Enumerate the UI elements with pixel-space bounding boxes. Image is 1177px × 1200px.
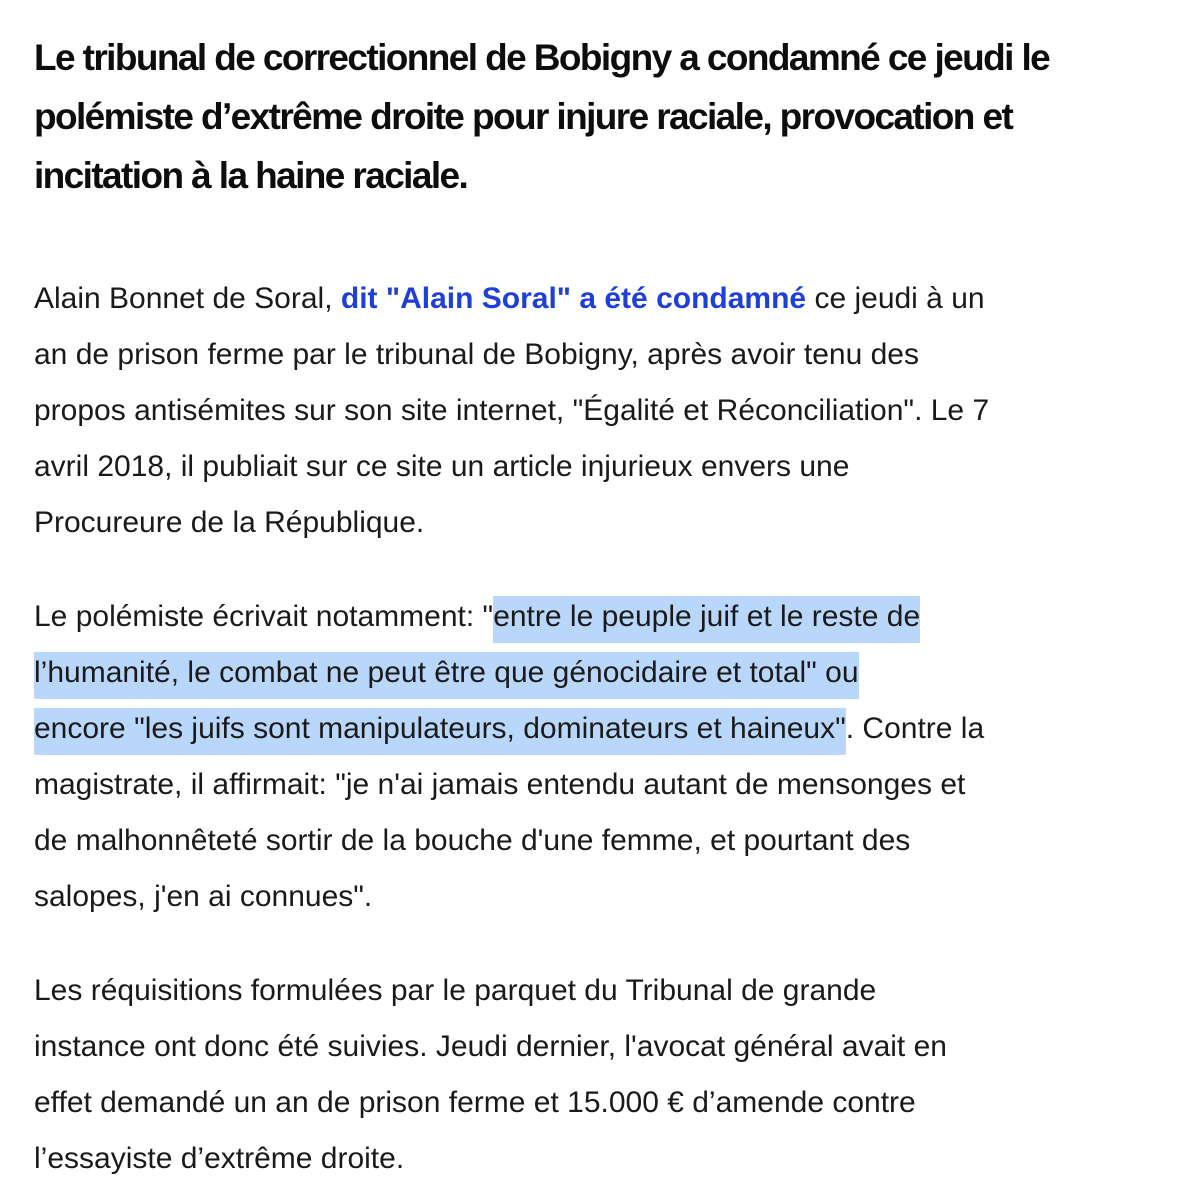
text-selection[interactable]: entre le peuple juif et le reste de [493,596,920,643]
paragraph-line: propos antisémites sur son site internet, "Égalité et Réconciliation". Le 7 [34,394,990,427]
lead-line: polémiste d’extrême droite pour injure raciale, provocation et [34,96,1013,137]
paragraph-text: Alain Bonnet de Soral, [34,282,341,315]
text-selection[interactable]: l’humanité, le combat ne peut être que génocidaire et total" ou [34,652,859,699]
paragraph-line [34,701,1144,757]
paragraph-text: Le polémiste écrivait notamment: " [34,600,494,633]
paragraph-line [34,645,1144,701]
paragraph-line: effet demandé un an de prison ferme et 15.000 € d’amende contre [34,1086,916,1119]
text-selection[interactable]: encore "les juifs sont manipulateurs, dominateurs et haineux" [34,708,846,755]
paragraph-line: magistrate, il affirmait: "je n'ai jamais entendu autant de mensonges et [34,768,966,801]
paragraph-line: Procureure de la République. [34,506,425,539]
paragraph-line: l’essayiste d’extrême droite. [34,1142,405,1175]
paragraph-3 [34,963,1144,1187]
article-link[interactable]: dit "Alain Soral" a été condamné [340,282,807,315]
paragraph-line: Les réquisitions formulées par le parquet du Tribunal de grande [34,974,877,1007]
paragraph-line [34,589,1144,645]
paragraph-1 [34,271,1144,551]
paragraph-line: salopes, j'en ai connues". [34,880,373,913]
paragraph-text: ce jeudi à un [806,282,985,315]
paragraph-line [34,271,1144,327]
paragraph-2 [34,589,1144,925]
paragraph-line: instance ont donc été suivies. Jeudi dernier, l'avocat général avait en [34,1030,947,1063]
paragraph-line: de malhonnêteté sortir de la bouche d'une femme, et pourtant des [34,824,911,857]
paragraph-line: an de prison ferme par le tribunal de Bobigny, après avoir tenu des [34,338,919,371]
lead-line: incitation à la haine raciale. [34,155,468,196]
paragraph-text: . Contre la [845,712,985,745]
lead-line: Le tribunal de correctionnel de Bobigny a condamné ce jeudi le [34,37,1050,78]
article-body [34,28,1144,1187]
paragraph-line: avril 2018, il publiait sur ce site un article injurieux envers une [34,450,850,483]
article-lead [34,28,1144,205]
